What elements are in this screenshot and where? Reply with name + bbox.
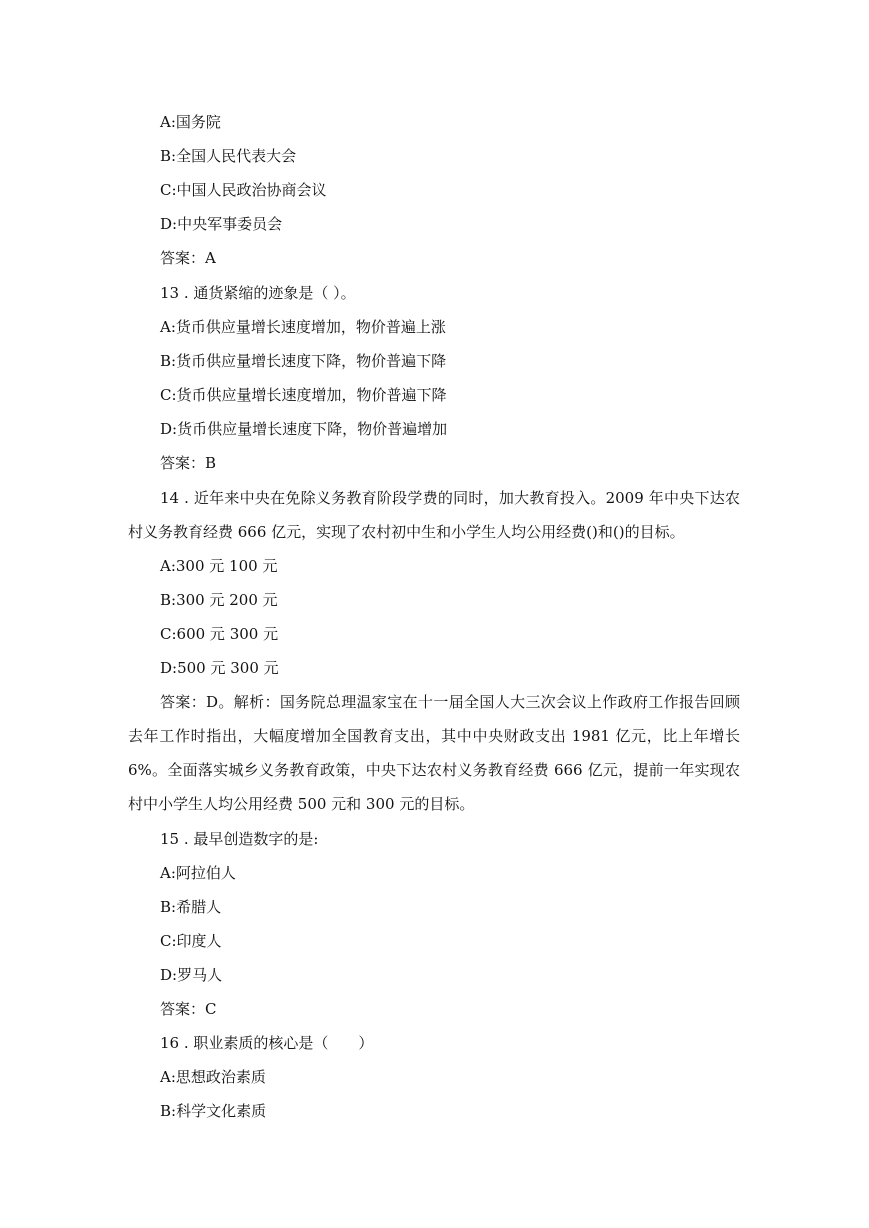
q15-option-a: A:阿拉伯人 xyxy=(160,864,236,882)
q12-option-c: C:中国人民政治协商会议 xyxy=(160,181,327,199)
q12-option-a: A:国务院 xyxy=(160,113,221,131)
q12-option-b: B:全国人民代表大会 xyxy=(160,147,297,165)
q14-option-a: A:300 元 100 元 xyxy=(160,557,278,575)
q14-option-b: B:300 元 200 元 xyxy=(160,591,278,609)
q12-answer: 答案：A xyxy=(160,249,216,267)
q14-stem: 14 . 近年来中央在免除义务教育阶段学费的同时，加大教育投入。2009 年中央下达农村义务教育经费 666 亿元，实现了农村初中生和小学生人均公用经费()和()的目标。 xyxy=(128,489,740,541)
q13-stem: 13 . 通货紧缩的迹象是（ ）。 xyxy=(160,284,356,302)
q15-answer: 答案：C xyxy=(160,1000,217,1018)
q13-option-a: A:货币供应量增长速度增加，物价普遍上涨 xyxy=(160,318,446,336)
q15-option-c: C:印度人 xyxy=(160,932,222,950)
q14-option-c: C:600 元 300 元 xyxy=(160,625,279,643)
q14-option-d: D:500 元 300 元 xyxy=(160,659,279,677)
q16-stem: 16 . 职业素质的核心是（ ） xyxy=(160,1034,374,1052)
q13-option-c: C:货币供应量增长速度增加，物价普遍下降 xyxy=(160,386,447,404)
q15-stem: 15 . 最早创造数字的是: xyxy=(160,830,319,848)
q16-option-b: B:科学文化素质 xyxy=(160,1102,267,1120)
q15-option-b: B:希腊人 xyxy=(160,898,222,916)
q13-option-b: B:货币供应量增长速度下降，物价普遍下降 xyxy=(160,352,447,370)
q15-option-d: D:罗马人 xyxy=(160,966,223,984)
q13-answer: 答案：B xyxy=(160,454,217,472)
q12-option-d: D:中央军事委员会 xyxy=(160,215,283,233)
q16-option-a: A:思想政治素质 xyxy=(160,1068,266,1086)
q13-option-d: D:货币供应量增长速度下降，物价普遍增加 xyxy=(160,420,448,438)
q14-answer-analysis: 答案：D。解析：国务院总理温家宝在十一届全国人大三次会议上作政府工作报告回顾去年工作时指出，大幅度增加全国教育支出，其中中央财政支出 1981 亿元，比上年增长 6%。全面落实城乡义务教育政策，中央下达农村义务教育经费 666 亿元，提前一年实现农村中小学生人均公用经费 500 元和 300 元的目标。 xyxy=(128,693,740,813)
